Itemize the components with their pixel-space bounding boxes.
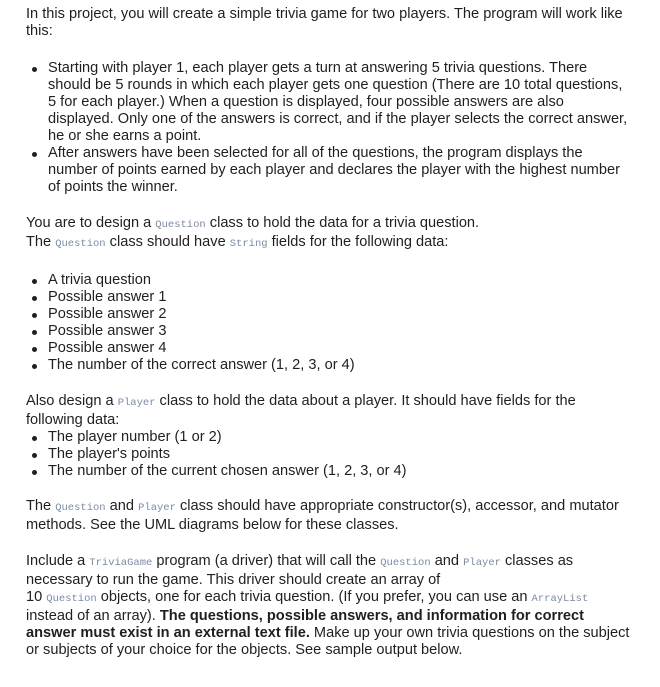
list-item: After answers have been selected for all of the questions, the program displays the number of points earned by each player and declares the player with the highest number of points the winner.: [26, 145, 630, 196]
code-question: Question: [380, 557, 431, 569]
code-player: Player: [117, 397, 156, 409]
code-player: Player: [138, 502, 176, 514]
list-item: The player's points: [26, 446, 630, 463]
code-string: String: [229, 238, 268, 250]
code-arraylist: ArrayList: [531, 593, 589, 605]
code-question: Question: [55, 502, 106, 514]
list-item: The number of the correct answer (1, 2, 3, or 4): [26, 357, 630, 374]
driver-paragraph: Include a TriviaGame program (a driver) that will call the Question and Player classes as necessary to run the game. This driver should create an array of 10 Question objects, one for each trivia question. (If you prefer, you can use an ArrayList instead of an array). The questions, possible answers, and information for correct answer must exist in an external text file. Make up your own trivia questions on the subject or subjects of your choice for the objects. See sample output below.: [26, 553, 630, 658]
player-class-paragraph: Also design a Player class to hold the data about a player. It should have fields for the following data:: [26, 393, 576, 428]
player-fields-list: [26, 429, 630, 480]
list-item: Possible answer 4: [26, 340, 630, 357]
game-rules-list: [26, 60, 630, 196]
list-item: The number of the current chosen answer (1, 2, 3, or 4): [26, 463, 630, 480]
bold-requirement: The questions, possible answers, and information for correct answer must exist in an external text file.: [26, 608, 584, 641]
list-item: A trivia question: [26, 272, 630, 289]
list-item: Possible answer 3: [26, 323, 630, 340]
code-player: Player: [463, 557, 501, 569]
code-question: Question: [46, 593, 97, 605]
list-item: Possible answer 1: [26, 289, 630, 306]
question-fields-list: [26, 272, 630, 374]
code-question: Question: [155, 219, 206, 231]
list-item: Possible answer 2: [26, 306, 630, 323]
list-item: Starting with player 1, each player gets a turn at answering 5 trivia questions. There should be 5 rounds in which each player gets one question (There are 10 total questions, 5 for each player.) When a question is displayed, four possible answers are also displayed. Only one of the answers is correct, and if the player selects the correct answer, he or she earns a point.: [26, 60, 630, 145]
code-question: Question: [55, 238, 106, 250]
question-class-paragraph: You are to design a Question class to hold the data for a trivia question. The Question class should have String fields for the following data:: [26, 215, 480, 250]
methods-paragraph: The Question and Player class should have appropriate constructor(s), accessor, and mutator methods. See the UML diagrams below for these classes.: [26, 498, 619, 533]
code-triviagame: TriviaGame: [89, 557, 153, 569]
list-item: The player number (1 or 2): [26, 429, 630, 446]
intro-paragraph: In this project, you will create a simple trivia game for two players. The program will work like this:: [26, 6, 623, 39]
